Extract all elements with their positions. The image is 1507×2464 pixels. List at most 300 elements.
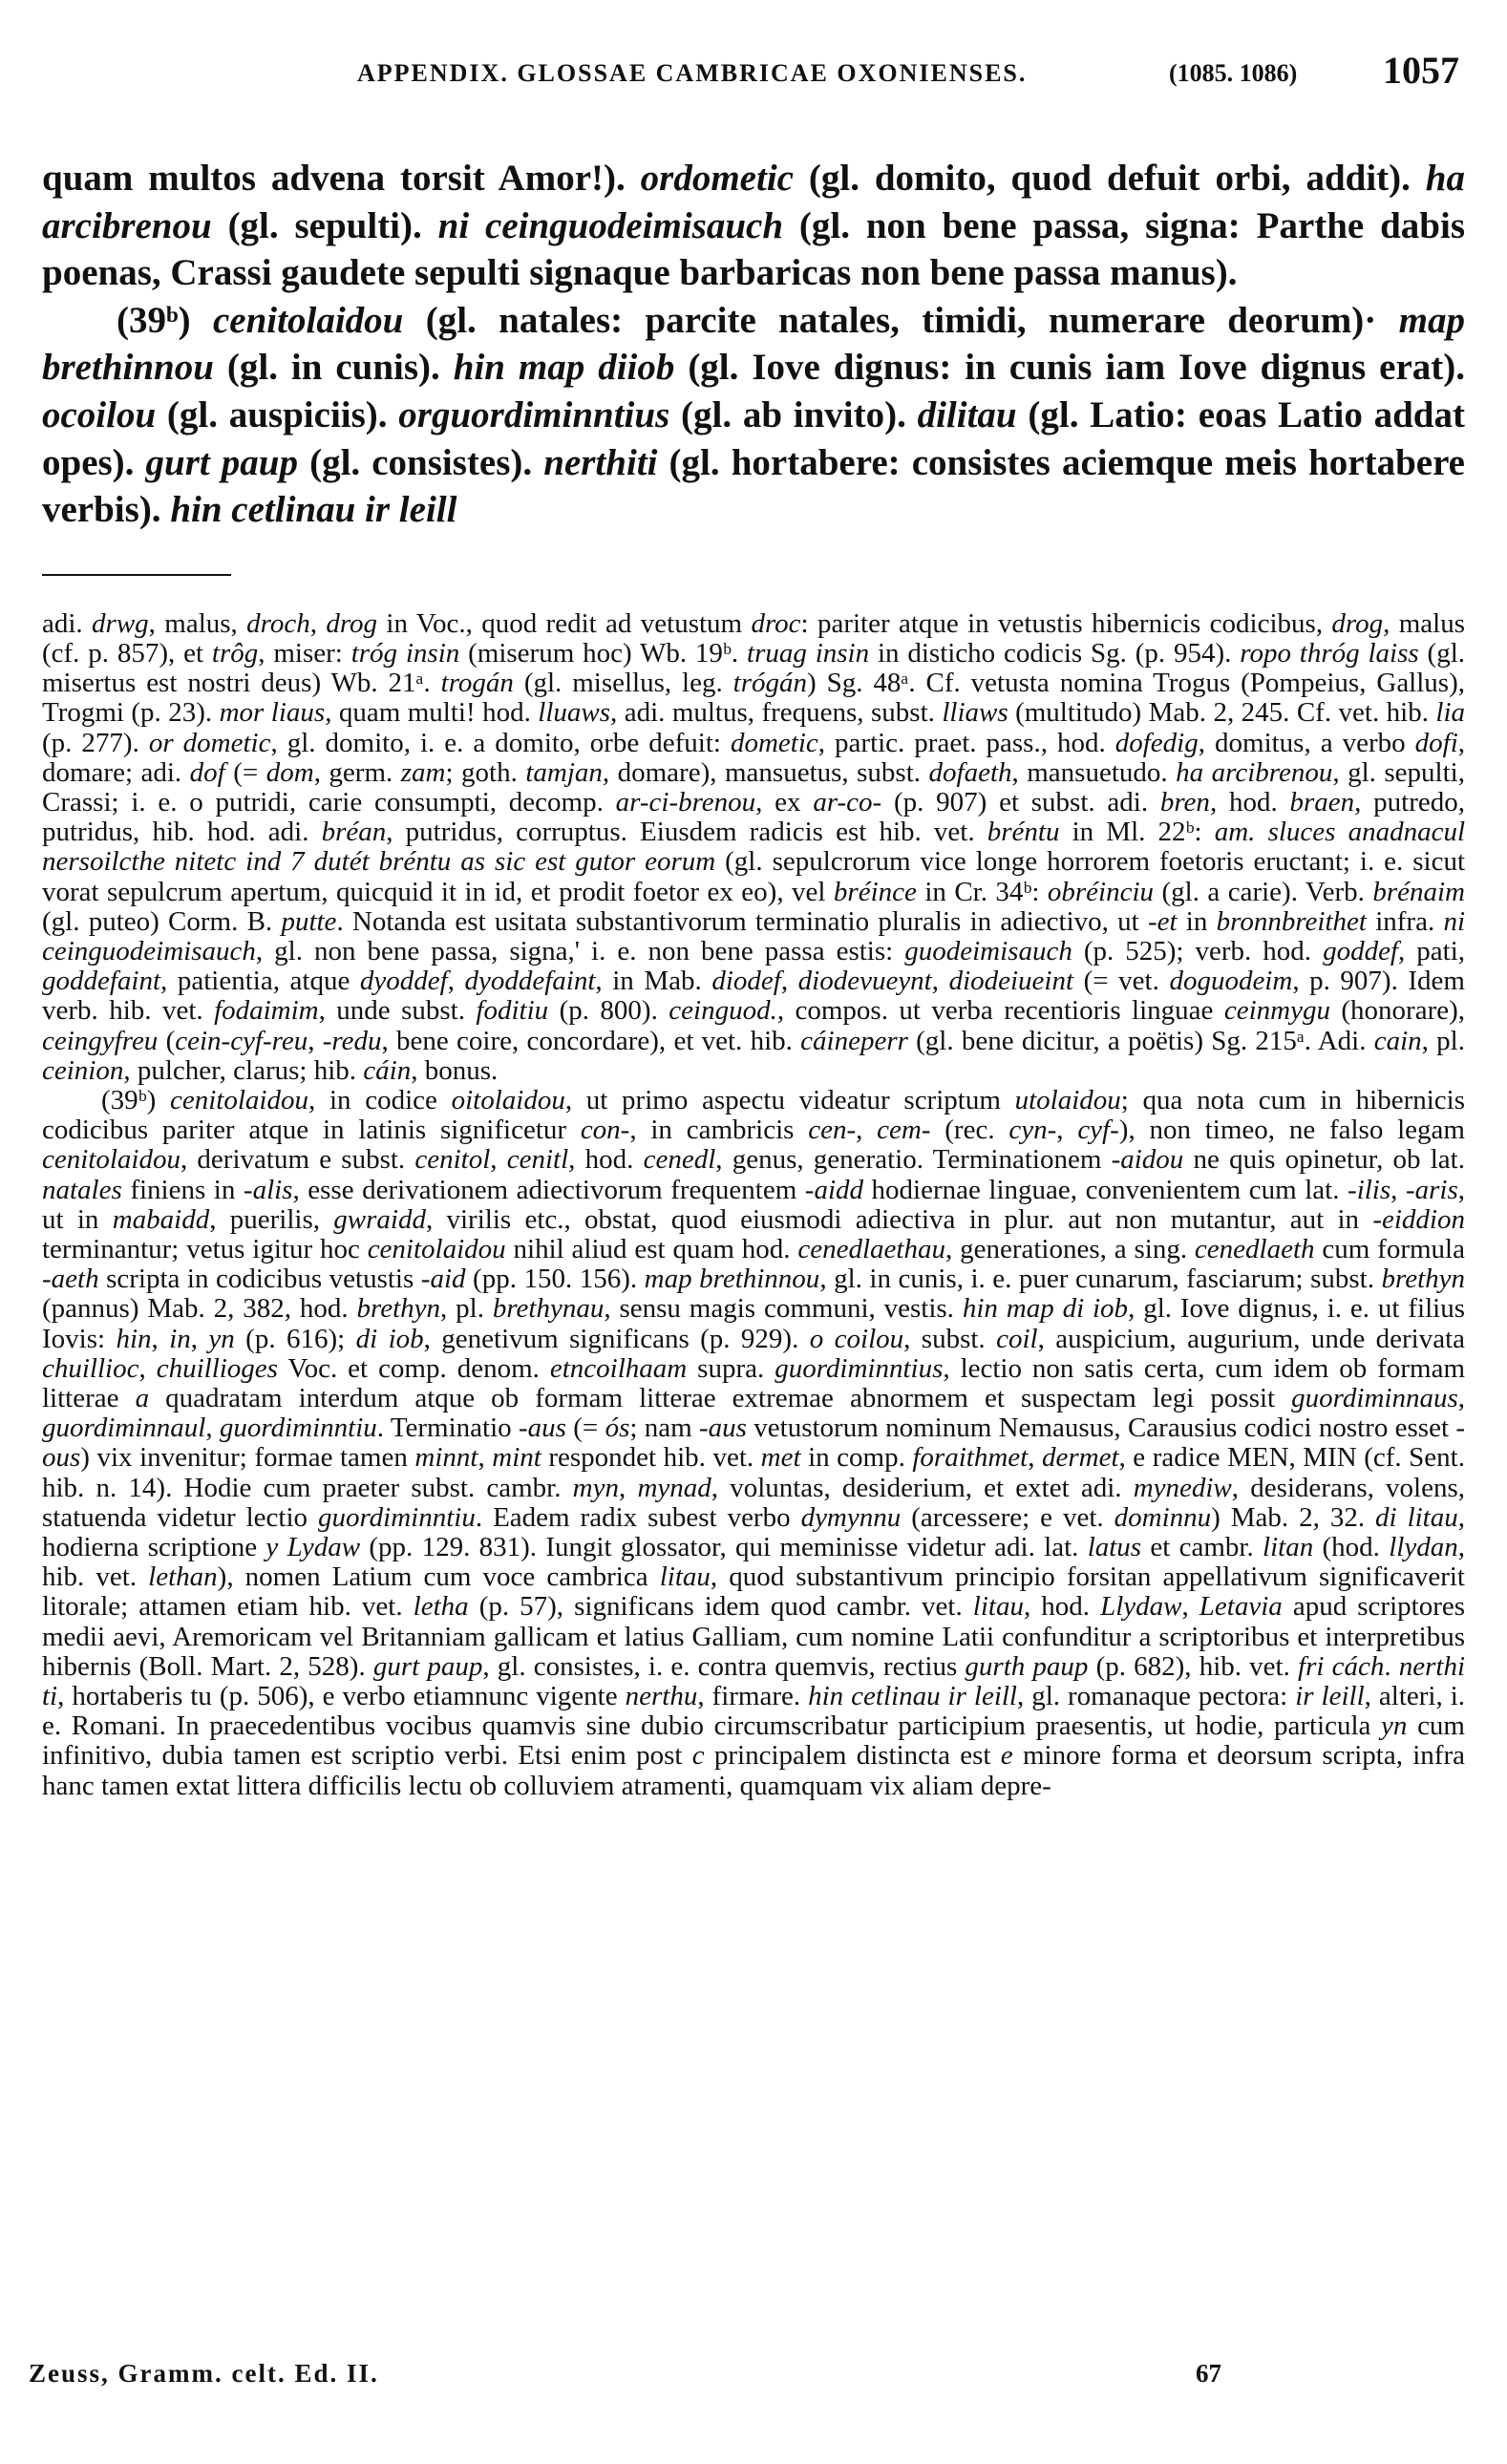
text-run: ; nam [629, 1413, 700, 1444]
italic-term: cyn- [1008, 1115, 1057, 1146]
italic-term: e [1000, 1740, 1013, 1772]
text-run: , gl. Iove dignus, i. e. ut filius Iovis: [42, 1293, 1465, 1354]
italic-term: truag insin [747, 637, 870, 669]
italic-term: -aus [518, 1413, 566, 1444]
italic-term: lluaws [538, 697, 611, 729]
italic-term: dymynnu [800, 1501, 902, 1533]
text-run: Voc. et comp. denom. [277, 1352, 550, 1384]
text-run: , auspicium, augurium, unde derivata [1037, 1323, 1466, 1354]
text-run: , [780, 966, 798, 997]
italic-term: orguordiminntius [398, 393, 670, 435]
text-run: , patientia, atque [160, 966, 360, 997]
italic-term: coil [996, 1323, 1038, 1354]
italic-term: brethynau [492, 1293, 605, 1325]
italic-term: -aidd [804, 1174, 864, 1205]
text-run: , virilis etc., obstat, quod eiusmodi adiectiva in plur. aut non mutantur, aut in [425, 1203, 1373, 1235]
italic-term: -aus [699, 1413, 747, 1444]
italic-term: guordiminnaul [42, 1413, 206, 1444]
text-run: , [138, 1352, 157, 1384]
italic-term: -aris [1405, 1174, 1458, 1205]
italic-term: bréan [321, 817, 387, 848]
text-run: (p. 616); [234, 1323, 356, 1354]
italic-term: drog [1331, 607, 1384, 639]
italic-term: etncoilhaam [549, 1352, 688, 1384]
text-run: cum formula [1314, 1234, 1465, 1265]
text-run: , domare), mansuetus, subst. [602, 756, 929, 788]
text-run: (gl. domito, quod defuit orbi, addit). [793, 158, 1426, 199]
italic-term: natales [42, 1174, 122, 1205]
italic-term: guodeimisauch [904, 935, 1072, 966]
text-run: nihil aliud est quam hod. [505, 1234, 798, 1265]
italic-term: a [135, 1383, 150, 1414]
text-run: , [490, 1144, 507, 1176]
text-run: (gl. sepulcrorum vice longe horrorem foetoris eructant; i. e. sicut vorat sepulcrum apertum, quicquid it in id, et prodit foetor ex eo), vel [42, 846, 1465, 907]
text-run: , hod. [1209, 786, 1290, 818]
italic-term: chuillioc [42, 1352, 139, 1384]
text-run: quam multos advena torsit Amor!). [42, 158, 641, 199]
main-paragraph [42, 297, 1465, 534]
italic-term: bronnbreithet [1216, 905, 1367, 937]
italic-term: gurth paup [965, 1650, 1089, 1682]
italic-term: c [691, 1740, 705, 1772]
italic-term: cenitolaidou [170, 1085, 308, 1115]
text-run: , gl. in cunis, i. e. puer cunarum, fasciarum; subst. [819, 1264, 1382, 1295]
italic-term: cenedl [643, 1144, 716, 1176]
text-run: ( [158, 1025, 176, 1056]
text-run: terminantur; vetus igitur hoc [42, 1234, 368, 1265]
italic-term: di litau [1375, 1501, 1458, 1533]
text-run: . Notanda est usitata substantivorum terminatio pluralis in adiectivo, ut [336, 905, 1148, 937]
italic-term: goddef [1323, 935, 1398, 966]
italic-term: putte [281, 905, 337, 937]
italic-term: guordiminntiu [317, 1501, 476, 1533]
italic-term: hin cetlinau ir leill [808, 1681, 1017, 1712]
commentary [42, 609, 1465, 1801]
italic-term: -aidou [1111, 1144, 1184, 1176]
italic-term: brénaim [1372, 876, 1465, 907]
text-run: , hod. [1023, 1591, 1101, 1623]
italic-term: -ilis [1348, 1174, 1391, 1205]
italic-term: ceinmygu [1223, 995, 1330, 1027]
italic-term: am. sluces anadnacul nersoilcthe nitetc ind 7 dutét bréntu as sic est gutor eorum [42, 817, 1466, 878]
italic-term: cenedlaethau [797, 1234, 945, 1265]
italic-term: dyoddef [359, 966, 448, 997]
text-run: . Terminatio [376, 1413, 519, 1444]
italic-term: cem- [877, 1115, 931, 1146]
main-text [42, 155, 1465, 534]
italic-term: droch [246, 607, 310, 639]
text-run: , [1390, 1174, 1406, 1205]
italic-term: guordiminntius [775, 1352, 944, 1384]
italic-term: cain [1373, 1025, 1422, 1056]
running-header [42, 46, 1465, 96]
italic-term: droc [751, 607, 801, 639]
italic-term: mint [492, 1442, 541, 1474]
italic-term: diodef [711, 966, 781, 997]
text-run: , pulcher, clarus; hib. [123, 1054, 364, 1086]
text-run: . Eadem radix subest verbo [475, 1501, 801, 1533]
text-run: (pannus) Mab. 2, 382, hod. [42, 1293, 357, 1325]
italic-term: dometic [730, 727, 818, 758]
italic-term: dofaeth [928, 756, 1012, 788]
italic-term: ceinguod. [669, 995, 777, 1027]
text-run: , ex [755, 786, 814, 818]
text-run: , adi. multus, frequens, subst. [610, 697, 943, 729]
text-run: , [309, 607, 327, 639]
italic-term: in [169, 1323, 191, 1354]
italic-term: dofi [1414, 727, 1458, 758]
text-run: , pl. [440, 1293, 493, 1325]
italic-term: dof [189, 756, 225, 788]
text-run: in disticho codicis Sg. (p. 954). [869, 637, 1241, 669]
text-run: , gl. consistes, i. e. contra quemvis, rectius [482, 1650, 966, 1682]
italic-term: cenedlaeth [1194, 1234, 1315, 1265]
text-run: (gl. ab invito). [669, 393, 918, 435]
italic-term: ocoilou [42, 393, 157, 435]
text-run: , gl. non bene passa, signa,' i. e. non bene passa estis: [255, 935, 905, 966]
italic-term: nerthu [625, 1681, 698, 1712]
italic-term: -redu [322, 1025, 382, 1056]
text-run: (p. 682), hib. vet. [1088, 1650, 1299, 1682]
italic-term: hin map diiob [453, 347, 675, 389]
text-run: , lectio non satis certa, cum idem ob formam litterae [42, 1352, 1466, 1414]
text-run: , p. 907). Idem verb. hib. vet. [42, 966, 1465, 1027]
italic-term: myn [572, 1472, 619, 1503]
italic-term: trógán [732, 668, 808, 699]
text-run: supra. [687, 1352, 775, 1384]
text-run: (p. 907) et subst. adi. [881, 786, 1160, 818]
text-run: principalem distincta est [704, 1740, 1001, 1772]
text-run: (gl. misertus est nostri deus) Wb. 21ᵃ. [42, 637, 1465, 699]
italic-term: ós [605, 1413, 630, 1444]
running-title: APPENDIX. GLOSSAE CAMBRICAE OXONIENSES. [357, 59, 1028, 87]
text-run: , derivatum e subst. [180, 1144, 415, 1176]
text-run: quadratam interdum atque ob formam litterae extremae abnormem et suspectam legi possit [149, 1383, 1292, 1414]
italic-term: tróg insin [350, 637, 460, 669]
text-run: , [478, 1442, 493, 1474]
text-run: (gl. Iove dignus: in cunis iam Iove dignus erat). [674, 347, 1465, 389]
italic-term: hin cetlinau ir leill [170, 489, 457, 531]
italic-term: braen [1289, 786, 1355, 818]
italic-term: obréinciu [1047, 876, 1155, 907]
text-run: , esse derivationem adiectivorum frequentem [292, 1174, 805, 1205]
italic-term: gwraidd [333, 1203, 426, 1235]
text-run: ) Mab. 2, 32. [1211, 1501, 1376, 1533]
text-run: in Voc., quod redit ad vetustum [377, 607, 752, 639]
italic-term: oitolaidou [451, 1085, 565, 1115]
text-run: , alteri, i. e. Romani. In praecedentibus vocibus quamvis sine dubio circumscribatur participium praesentis, ut hodie, particula [42, 1681, 1466, 1742]
text-run: , voluntas, desiderium, et extet adi. [711, 1472, 1134, 1503]
italic-term: yn [208, 1323, 235, 1354]
text-run: ), non timeo, ne falso legam [1118, 1115, 1465, 1146]
text-run: (multitudo) Mab. 2, 245. Cf. vet. hib. [1008, 697, 1436, 729]
italic-term: utolaidou [1014, 1085, 1121, 1115]
text-run: in [1177, 905, 1217, 937]
italic-term: brethyn [1381, 1264, 1465, 1295]
page-number: 1057 [1383, 49, 1459, 92]
italic-term: bréntu [987, 817, 1060, 848]
text-run: , quam multi! hod. [325, 697, 539, 729]
italic-term: dilitau [917, 393, 1017, 435]
text-run: , [931, 966, 949, 997]
text-run: , genetivum significans (p. 929). [423, 1323, 810, 1354]
italic-term: ni ceinguodeimisauch [42, 905, 1466, 966]
text-run: (p. 525); verb. hod. [1072, 935, 1324, 966]
italic-term: Llydaw [1100, 1591, 1182, 1623]
text-run: (gl. Latio: eoas Latio addat opes). [42, 393, 1465, 483]
commentary-paragraph [42, 609, 1465, 1086]
text-run: , hib. vet. [42, 1532, 1465, 1593]
italic-term: trôg [211, 637, 259, 669]
italic-term: o coilou [809, 1323, 904, 1354]
italic-term: litan [1263, 1532, 1314, 1563]
text-run: (= [565, 1413, 605, 1444]
text-run: finiens in [121, 1174, 244, 1205]
text-run: , genus, generatio. Terminationem [715, 1144, 1112, 1176]
italic-term: lliaws [942, 697, 1008, 729]
italic-term: con- [580, 1115, 630, 1146]
text-run: , [190, 1323, 209, 1354]
italic-term: ar-ci-brenou [615, 786, 756, 818]
italic-term: letha [413, 1591, 469, 1623]
italic-term: lethan [148, 1561, 218, 1593]
text-run: , puerilis, [209, 1203, 334, 1235]
italic-term: lia [1435, 697, 1466, 729]
text-run: , generationes, a sing. [945, 1234, 1195, 1265]
italic-term: -eiddion [1372, 1203, 1465, 1235]
italic-term: ni ceinguodeimisauch [437, 204, 784, 246]
text-run: ; qua nota cum in hibernicis codicibus pariter atque in latinis significetur [42, 1085, 1466, 1146]
text-run: (gl. misellus, leg. [513, 668, 733, 699]
italic-term: met [760, 1442, 801, 1474]
main-paragraph [42, 155, 1465, 297]
italic-term: bréince [833, 876, 917, 907]
text-run: , unde subst. [318, 995, 477, 1027]
italic-term: latus [1087, 1532, 1142, 1563]
text-run: (gl. puteo) Corm. B. [42, 905, 282, 937]
italic-term: fri cách [1298, 1650, 1385, 1682]
text-run: , malus, [148, 607, 247, 639]
italic-term: cáin [363, 1054, 412, 1086]
italic-term: Letavia [1199, 1591, 1283, 1623]
text-run: , bene coire, concordare), et vet. hib. [381, 1025, 801, 1056]
italic-term: minnt [414, 1442, 478, 1474]
italic-term: y Lydaw [265, 1532, 361, 1563]
text-run: , in Mab. [595, 966, 712, 997]
text-run: , putridus, corruptus. Eiusdem radicis est hib. vet. [386, 817, 987, 848]
italic-term: dom [265, 756, 314, 788]
text-run: adi. [42, 607, 93, 639]
text-run: (gl. non bene passa, signa: Parthe dabis poenas, Crassi gaudete sepulti signaque barbaricas non bene passa manus). [42, 204, 1465, 294]
text-run: , gl. domito, i. e. a domito, orbe defuit: [270, 727, 731, 758]
text-run: , partic. praet. pass., hod. [817, 727, 1115, 758]
text-run: (gl. natales: parcite natales, timidi, numerare deorum)· [403, 299, 1399, 341]
italic-term: chuillioges [156, 1352, 278, 1384]
text-run: scripta in codicibus vetustis [98, 1264, 421, 1295]
text-run: (pp. 129. 831). Iungit glossator, qui meminisse videtur adi. lat. [360, 1532, 1088, 1563]
text-run: , [1457, 1383, 1465, 1414]
italic-term: fodaimim [214, 995, 319, 1027]
italic-term: cein-cyf-reu [175, 1025, 308, 1056]
text-run: et cambr. [1141, 1532, 1263, 1563]
italic-term: bren [1159, 786, 1210, 818]
italic-term: guordiminntiu [219, 1413, 377, 1444]
italic-term: map brethinnou [644, 1264, 820, 1295]
text-run: , [308, 1025, 323, 1056]
text-run: ; goth. [445, 756, 526, 788]
text-run: , subst. [903, 1323, 997, 1354]
italic-term: cyf- [1077, 1115, 1119, 1146]
text-run: apud scriptores medii aevi, Aremoricam vel Britanniam gallicam et latius Galliam, cum nomine Latii confunditur a scriptoribus et interpretibus hibernis (Boll. Mart. 2, 528). [42, 1591, 1466, 1682]
text-run: infra. [1366, 905, 1444, 937]
italic-term: cenitol [414, 1144, 491, 1176]
text-run: (gl. sepulti). [211, 204, 438, 246]
text-run: , [1028, 1442, 1042, 1474]
text-run: (rec. [930, 1115, 1009, 1146]
italic-term: or dometic [148, 727, 271, 758]
signature-mark: Zeuss, Gramm. celt. Ed. II. [29, 2359, 379, 2388]
italic-term: ar-co- [813, 786, 882, 818]
text-run: , [1056, 1115, 1078, 1146]
italic-term: -aeth [42, 1264, 99, 1295]
italic-term: cen- [808, 1115, 857, 1146]
italic-term: mynad [637, 1472, 711, 1503]
italic-term: cenitl [506, 1144, 569, 1176]
italic-term: nerthiti [543, 441, 658, 483]
text-run: (39ᵇ) [101, 1085, 170, 1115]
italic-term: guordiminnaus [1291, 1383, 1458, 1414]
text-run: (p. 277). [42, 727, 149, 758]
italic-term: cenitolaidou [367, 1234, 506, 1265]
italic-term: ceingyfreu [42, 1025, 159, 1056]
italic-term: brethyn [356, 1293, 441, 1325]
text-run: (p. 57), significans idem quod cambr. vet. [468, 1591, 973, 1623]
italic-term: yn [1381, 1710, 1408, 1742]
text-run: (gl. auspiciis). [156, 393, 399, 435]
commentary-paragraph [42, 1086, 1465, 1801]
italic-term: dominnu [1114, 1501, 1212, 1533]
italic-term: cáineperr [800, 1025, 908, 1056]
text-run: vetustorum nominum Nemausus, Carausius codici nostro esset [746, 1413, 1456, 1444]
italic-term: diodeiueint [948, 966, 1074, 997]
text-run: (39ᵇ) [117, 299, 213, 341]
text-run: , quod substantivum principio forsitan appellativum significaverit litorale; attamen etiam hib. vet. [42, 1561, 1465, 1623]
text-run: in Cr. 34ᵇ: [916, 876, 1048, 907]
sheet-number: 67 [1196, 2359, 1221, 2388]
italic-term: nerthi ti [42, 1650, 1466, 1712]
text-run: (gl. hortabere: consistes aciemque meis hortabere verbis). [42, 441, 1465, 531]
text-run: (= [224, 756, 266, 788]
text-run: . [1384, 1650, 1399, 1682]
text-run: (hod. [1313, 1532, 1390, 1563]
italic-term: cenitolaidou [42, 1144, 180, 1176]
text-run: , pati, [1398, 935, 1466, 966]
italic-term: ha arcibrenou [42, 158, 1465, 246]
text-run: , [856, 1115, 878, 1146]
italic-term: zam [400, 756, 446, 788]
text-run: , hodierna scriptione [42, 1501, 1465, 1563]
italic-term: mabaidd [112, 1203, 210, 1235]
italic-term: ropo thróg laiss [1240, 637, 1419, 669]
text-run: in comp. [800, 1442, 913, 1474]
text-run: hodiernae linguae, convenientem cum lat. [863, 1174, 1348, 1205]
text-run: , mansuetudo. [1011, 756, 1177, 788]
italic-term: ir leill [1295, 1681, 1365, 1712]
text-run: , [619, 1472, 638, 1503]
text-run: ) vix invenitur; formae tamen [80, 1442, 415, 1474]
text-run: , [447, 966, 465, 997]
text-run: , gl. sepulti, Crassi; i. e. o putridi, carie consumpti, decomp. [42, 756, 1465, 818]
italic-term: gurt paup [145, 441, 298, 483]
text-run: , desiderans, volens, statuenda videtur lectio [42, 1472, 1466, 1533]
text-run: : pariter atque in vetustis hibernicis codicibus, [800, 607, 1332, 639]
page [42, 46, 1465, 1801]
text-run: , [1181, 1591, 1199, 1623]
italic-term: diodevueynt [797, 966, 932, 997]
text-run: , pl. [1421, 1025, 1465, 1056]
footnote-rule [42, 574, 231, 576]
italic-term: -et [1147, 905, 1178, 937]
italic-term: -ous [42, 1413, 1466, 1474]
italic-term: -aid [420, 1264, 466, 1295]
text-run: (= vet. [1073, 966, 1170, 997]
italic-term: tamjan [525, 756, 603, 788]
italic-term: dofedig [1114, 727, 1199, 758]
text-run: cum infinitivo, dubia tamen est scriptio verbi. Etsi enim post [42, 1710, 1465, 1772]
text-run: , in cambricis [629, 1115, 809, 1146]
italic-term: foditiu [476, 995, 549, 1027]
italic-term: cenitolaidou [213, 299, 404, 341]
italic-term: drwg [92, 607, 149, 639]
text-run: , miser: [258, 637, 351, 669]
italic-term: di iob [355, 1323, 424, 1354]
italic-term: -alis [243, 1174, 293, 1205]
italic-term: mor liaus [219, 697, 326, 729]
text-run: respondet hib. vet. [541, 1442, 761, 1474]
text-run: (gl. bene dicitur, a poëtis) Sg. 215ᵃ. Adi. [907, 1025, 1374, 1056]
text-run: in Ml. 22ᵇ: [1059, 817, 1215, 848]
italic-term: mynediw [1133, 1472, 1232, 1503]
italic-term: gurt paup [372, 1650, 483, 1682]
italic-term: hin map di iob [962, 1293, 1129, 1325]
text-run: (pp. 150. 156). [465, 1264, 645, 1295]
italic-term: dermet [1042, 1442, 1119, 1474]
text-run: , ut primo aspectu videatur scriptum [564, 1085, 1015, 1115]
italic-term: ordometic [640, 158, 794, 199]
text-run: (p. 800). [548, 995, 669, 1027]
text-run: , bonus. [411, 1054, 499, 1086]
text-run: , germ. [313, 756, 401, 788]
text-run: (gl. a carie). Verb. [1154, 876, 1373, 907]
italic-term: llydan [1389, 1532, 1458, 1563]
italic-term: litau [659, 1561, 711, 1593]
text-run: ) Sg. 48ᵃ. Cf. vetusta nomina Trogus (Pompeius, Gallus), Trogmi (p. 23). [42, 668, 1465, 729]
text-run: ), nomen Latium cum voce cambrica [217, 1561, 660, 1593]
text-run: , hortaberis tu (p. 506), e verbo etiamnunc vigente [57, 1681, 626, 1712]
text-run: (gl. in cunis). [213, 347, 454, 389]
italic-term: litau [972, 1591, 1024, 1623]
text-run: , domare; adi. [42, 727, 1466, 788]
text-run: , sensu magis communi, vestis. [604, 1293, 963, 1325]
text-run: , e radice MEN, MIN (cf. Sent. hib. n. 14). Hodie cum praeter subst. cambr. [42, 1442, 1465, 1503]
italic-term: dyoddefaint [464, 966, 596, 997]
text-run: , domitus, a verbo [1198, 727, 1415, 758]
text-run: , malus (cf. p. 857), et [42, 607, 1466, 669]
italic-term: hin [116, 1323, 152, 1354]
italic-term: trogán [440, 668, 514, 699]
italic-term: doguodeim [1169, 966, 1293, 997]
italic-term: foraithmet [912, 1442, 1029, 1474]
